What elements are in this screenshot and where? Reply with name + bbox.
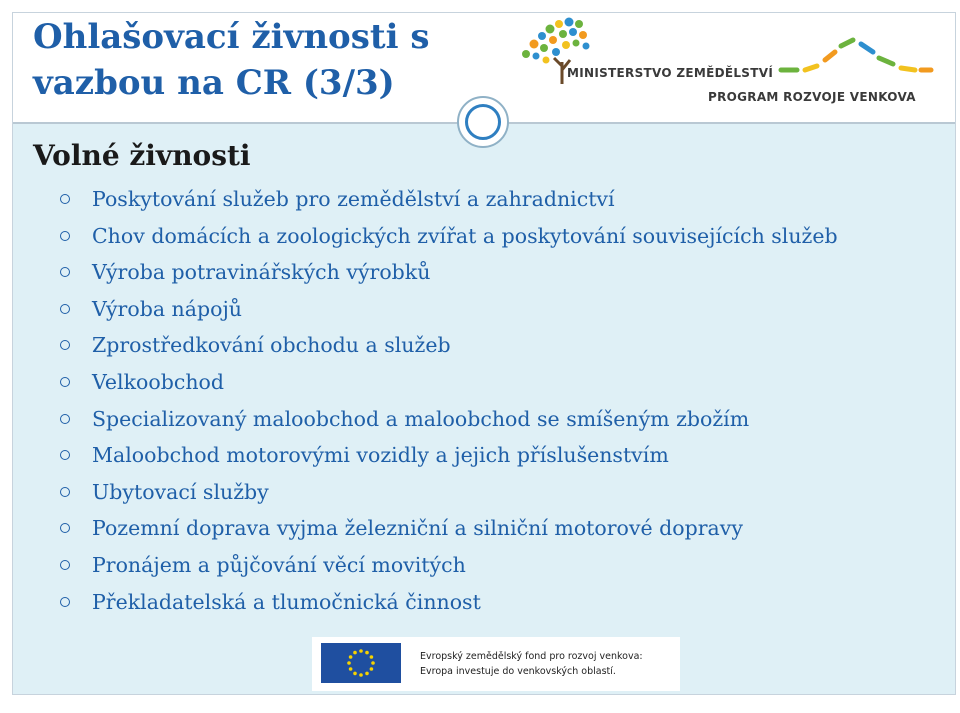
slide-title: Ohlašovací živnosti s vazbou na CR (3/3) bbox=[33, 17, 430, 103]
list-item-text: Specializovaný maloobchod a maloobchod se smíšeným zbožím bbox=[92, 406, 750, 431]
ministry-name: MINISTERSTVO ZEMĚDĚLSTVÍ bbox=[567, 66, 774, 80]
list-item-text: Zprostředkování obchodu a služeb bbox=[92, 333, 451, 358]
list-item-text: Chov domácích a zoologických zvířat a poskytování souvisejících služeb bbox=[92, 223, 838, 248]
list-item bbox=[60, 364, 838, 401]
list-item-text: Pronájem a půjčování věcí movitých bbox=[92, 552, 466, 577]
ring-bullet-icon bbox=[60, 560, 70, 570]
ring-bullet-icon bbox=[60, 340, 70, 350]
eu-flag-icon bbox=[321, 643, 401, 683]
list-item-text: Výroba nápojů bbox=[92, 296, 243, 321]
list-item-text: Výroba potravinářských výrobků bbox=[92, 260, 431, 285]
list-item-text: Maloobchod motorovými vozidly a jejich příslušenstvím bbox=[92, 443, 669, 468]
footer-line-2: Evropa investuje do venkovských oblastí. bbox=[420, 666, 616, 677]
list-item-text: Ubytovací služby bbox=[92, 479, 269, 504]
list-item bbox=[60, 437, 838, 474]
bullet-list bbox=[60, 181, 838, 620]
list-item bbox=[60, 474, 838, 511]
list-item bbox=[60, 584, 838, 621]
ring-icon bbox=[465, 104, 501, 140]
ring-bullet-icon bbox=[60, 487, 70, 497]
footer-banner bbox=[312, 637, 680, 691]
footer-line-1: Evropský zemědělský fond pro rozvoj venkova: bbox=[420, 651, 643, 662]
dashed-landscape-icon bbox=[775, 30, 935, 84]
list-item bbox=[60, 254, 838, 291]
ring-bullet-icon bbox=[60, 304, 70, 314]
ring-bullet-icon bbox=[60, 450, 70, 460]
list-item-text: Překladatelská a tlumočnická činnost bbox=[92, 589, 481, 614]
list-item bbox=[60, 547, 838, 584]
list-item bbox=[60, 327, 838, 364]
list-item bbox=[60, 181, 838, 218]
footer-text bbox=[420, 649, 643, 679]
list-item bbox=[60, 401, 838, 438]
list-item-text: Poskytování služeb pro zemědělství a zahradnictví bbox=[92, 187, 615, 211]
section-heading: Volné živnosti bbox=[33, 139, 251, 172]
ring-bullet-icon bbox=[60, 523, 70, 533]
list-item bbox=[60, 291, 838, 328]
ring-bullet-icon bbox=[60, 267, 70, 277]
ring-bullet-icon bbox=[60, 231, 70, 241]
list-item-text: Velkoobchod bbox=[92, 369, 224, 394]
circle-badge-icon bbox=[457, 96, 509, 148]
list-item-text: Pozemní doprava vyjma železniční a silniční motorové dopravy bbox=[92, 516, 743, 541]
list-item bbox=[60, 218, 838, 255]
ring-bullet-icon bbox=[60, 597, 70, 607]
program-name: PROGRAM ROZVOJE VENKOVA bbox=[708, 90, 916, 104]
ring-bullet-icon bbox=[60, 414, 70, 424]
list-item bbox=[60, 510, 838, 547]
ring-bullet-icon bbox=[60, 377, 70, 387]
ring-bullet-icon bbox=[60, 194, 70, 204]
